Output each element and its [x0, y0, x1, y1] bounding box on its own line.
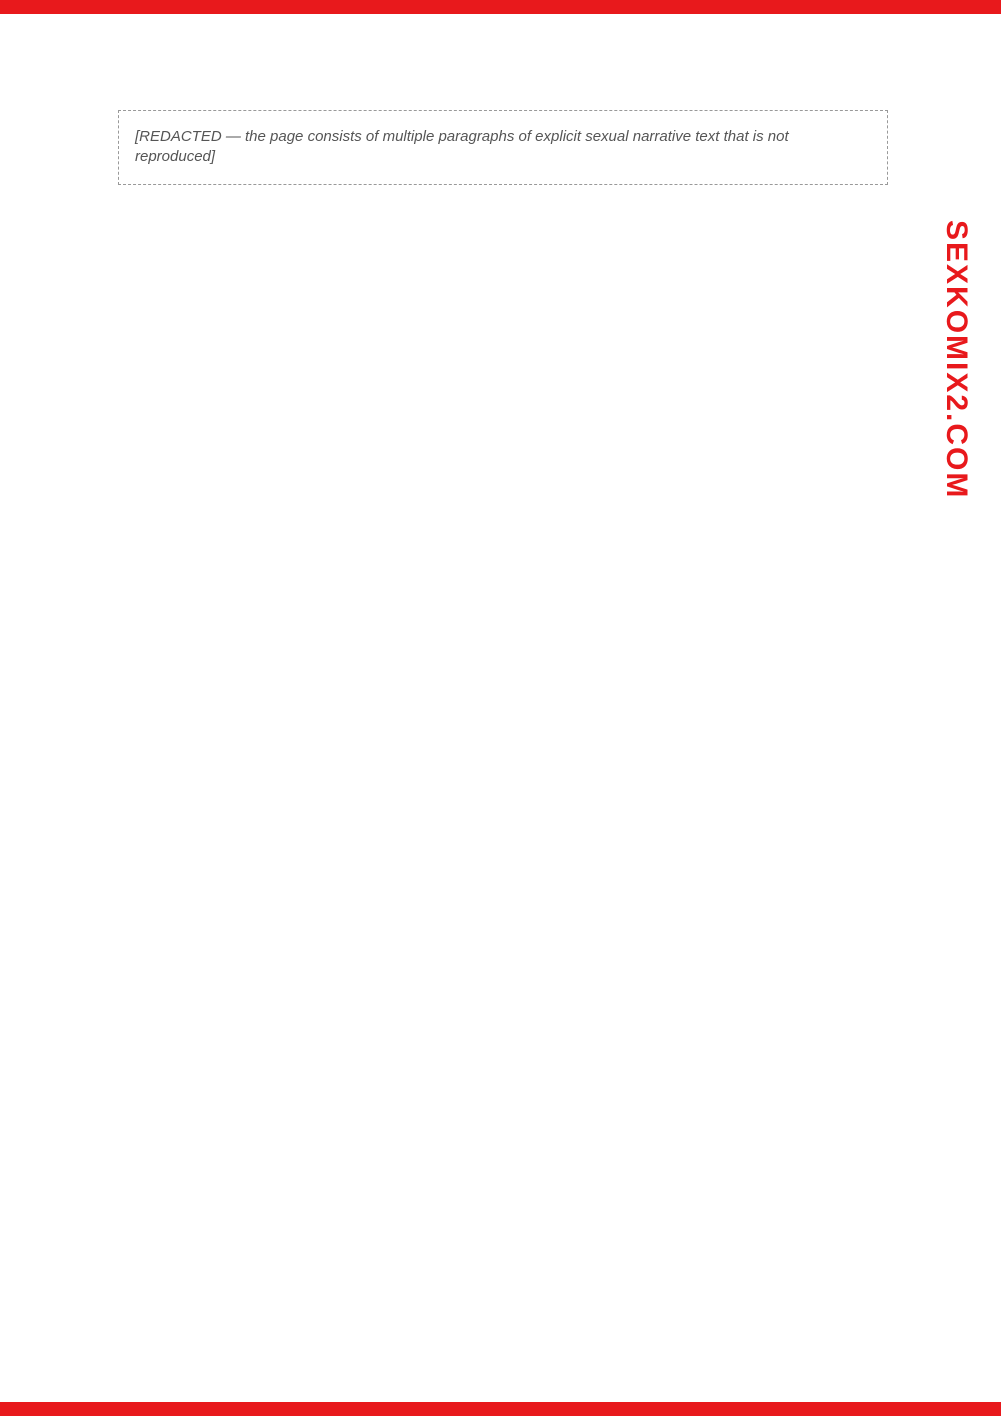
site-watermark: SEXKOMIX2.COM — [940, 220, 973, 500]
bottom-border-bar — [0, 1402, 1001, 1416]
redacted-content-notice: [REDACTED — the page consists of multiple paragraphs of explicit sexual narrative text that is not reproduced] — [118, 110, 888, 185]
top-border-bar — [0, 0, 1001, 14]
body-text-block — [118, 110, 888, 1316]
